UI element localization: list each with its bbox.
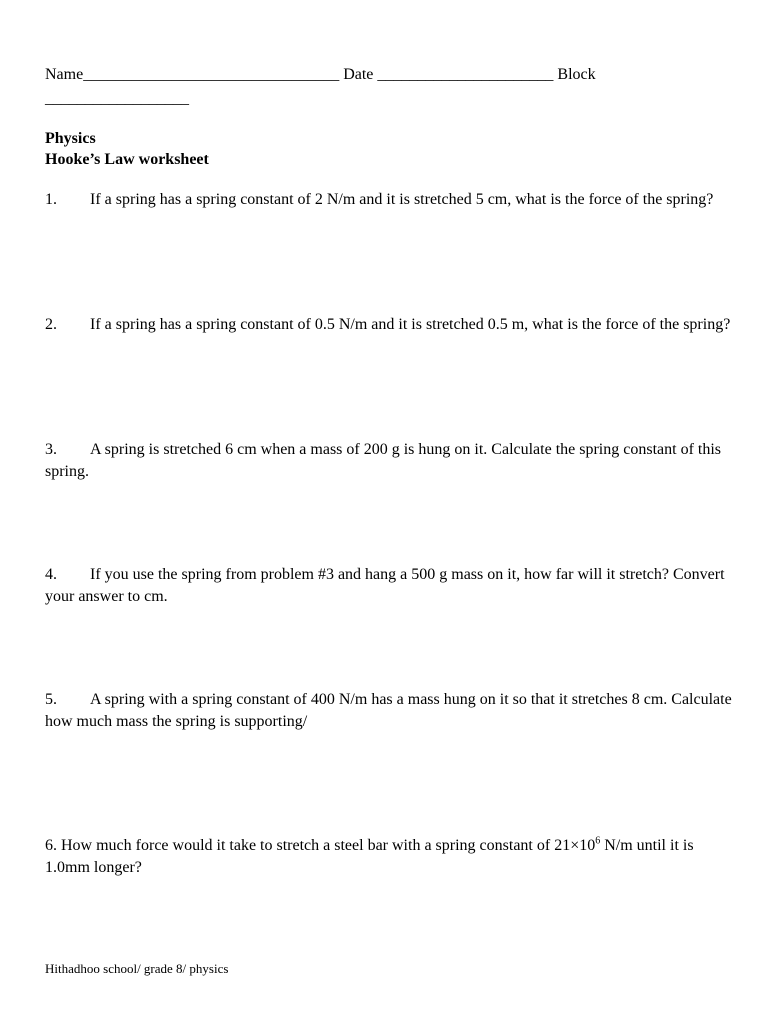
question-5 (45, 689, 735, 732)
question-text: If you use the spring from problem #3 and hang a 500 g mass on it, how far will it stretch? Convert your answer to cm. (45, 566, 725, 605)
block-line (45, 88, 189, 109)
question-number: 2. (45, 316, 57, 333)
question-text: If a spring has a spring constant of 0.5 N/m and it is stretched 0.5 m, what is the force of the spring? (90, 316, 731, 333)
exponent: 6 (595, 835, 601, 847)
question-text: A spring is stretched 6 cm when a mass of 200 g is hung on it. Calculate the spring constant of this spring. (45, 441, 722, 480)
question-3 (45, 439, 735, 482)
block-blank: __________________ (45, 90, 189, 107)
question-text: A spring with a spring constant of 400 N/m has a mass hung on it so that it stretches 8 cm. Calculate how much mass the spring is supporting/ (45, 691, 732, 730)
block-label: Block (557, 66, 596, 83)
question-6 (45, 835, 735, 878)
question-1 (45, 189, 735, 211)
name-blank: ________________________________ (83, 66, 340, 83)
question-number: 6. (45, 837, 57, 854)
worksheet-title: Hooke’s Law worksheet (45, 151, 209, 168)
question-text-end: N/m until it is 1.0mm longer? (45, 837, 694, 876)
question-number: 3. (45, 441, 57, 458)
question-number: 1. (45, 191, 57, 208)
question-4 (45, 564, 735, 607)
subject-heading: Physics (45, 130, 96, 147)
question-number: 4. (45, 566, 57, 583)
question-text-start: How much force would it take to stretch a steel bar with a spring constant of 21×10 (61, 837, 596, 854)
name-label: Name (45, 66, 84, 83)
date-blank: ______________________ (377, 66, 554, 83)
footer-text: Hithadhoo school/ grade 8/ physics (45, 961, 229, 976)
date-label: Date (343, 66, 374, 83)
question-2 (45, 314, 735, 336)
student-info-line (45, 64, 596, 85)
question-text: If a spring has a spring constant of 2 N/m and it is stretched 5 cm, what is the force of the spring? (90, 191, 714, 208)
question-number: 5. (45, 691, 57, 708)
